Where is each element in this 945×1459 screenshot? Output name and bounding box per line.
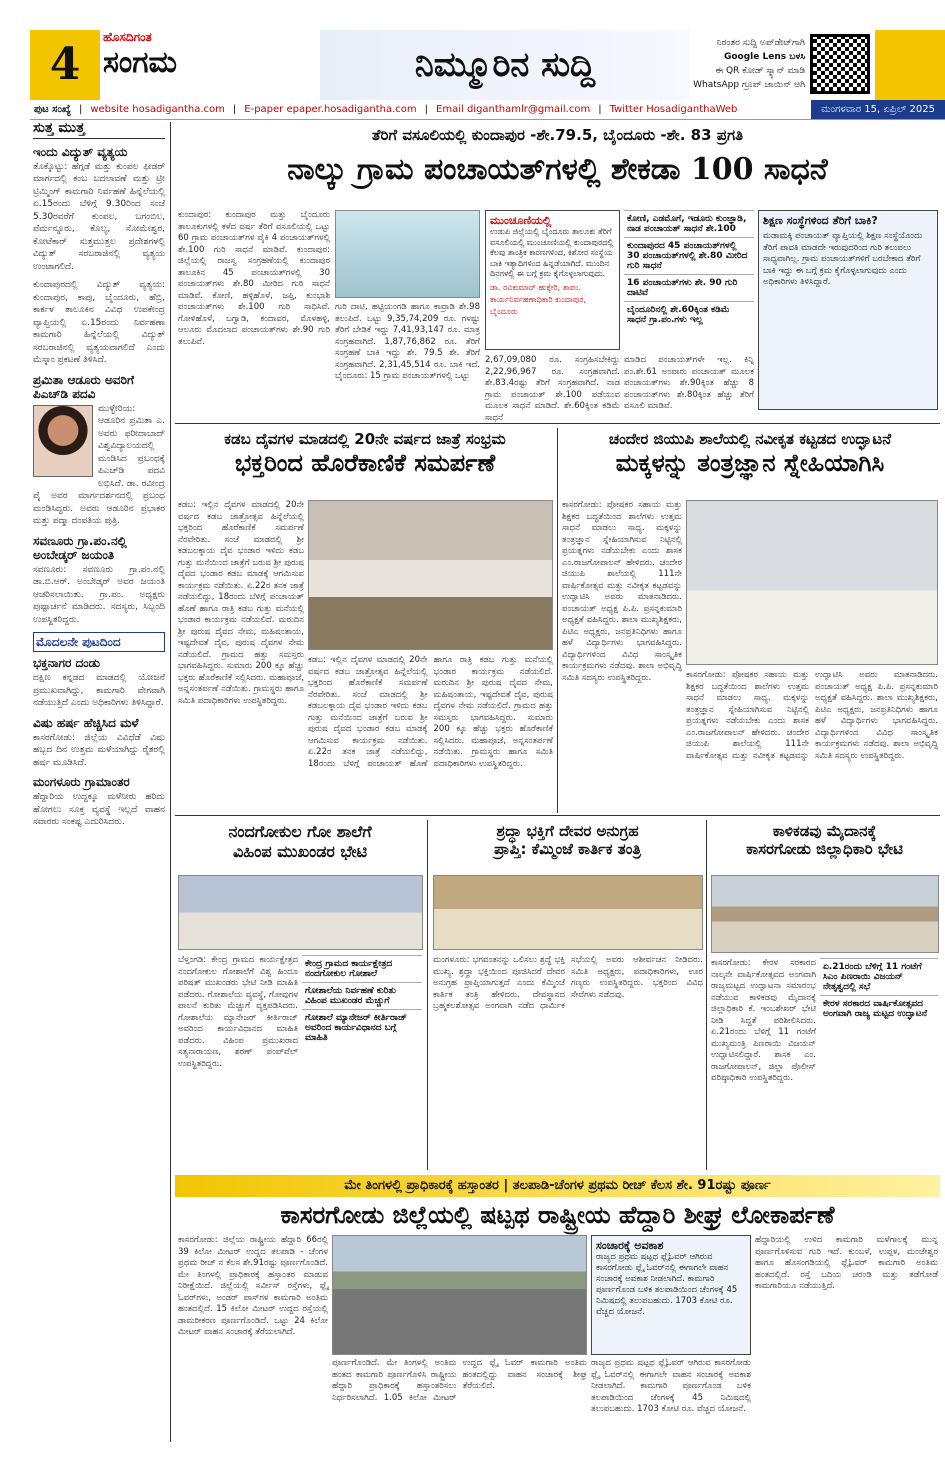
mukhya-signature: ಡಾ. ರವಿಕುಮಾರ್ ಹುಕ್ಕೇರಿ, ತಾಪಂ. ಕಾರ್ಯನಿರ್ವಹಣಾಧಿಕಾರಿ ಕುಂದಾಪುರ, ಬೈಂದೂರು — [490, 282, 587, 316]
top-story-head — [175, 126, 940, 187]
point-item: ಕೇರಳ ಸರಕಾರದ ವಾರ್ಷಿಕೋತ್ಸವದ ಅಂಗವಾಗಿ ರಾಜ್ಯ ಮಟ್ಟದ ಉದ್ಘಾಟನೆ — [820, 995, 938, 1022]
top-kicker: ತೆರಿಗೆ ವಸೂಲಿಯಲ್ಲಿ ಕುಂದಾಪುರ -ಶೇ.79.5, ಬೈಂದೂರು -ಶೇ. 83 ಪ್ರಗತಿ — [371, 126, 744, 144]
tantri-headline-1: ಶ್ರದ್ಧಾ ಭಕ್ತಿಗೆ ದೇವರ ಅನುಗ್ರಹ — [496, 822, 639, 840]
qr-text-line: ನಿರಂತರ ಸುದ್ದಿ ಅಪ್‌ಡೇಟ್‌ಗಾಗಿ — [716, 38, 805, 48]
stat-item: ಕೋಣಿ, ಎಡಮೊಗೆ, ಇಡೂರು ಕುಂಜ್ಞಾಡಿ, ನಾಡ ಪಂಚಾಯತ್ ಸಾಧನೆ ಶೇ.100 — [624, 210, 754, 237]
tax-photo — [335, 210, 480, 298]
epaper-link[interactable]: E-paper epaper.hosadigantha.com — [244, 104, 417, 115]
kalikadavu-headline-1: ಕಾಳಿಕಡವು ಮೈದಾನಕ್ಕೆ — [772, 822, 877, 840]
portrait-photo — [33, 405, 93, 477]
article-heading: ವಿಷು ಹರ್ಷ ಹೆಚ್ಚಿಸಿದ ಮಳೆ — [33, 715, 139, 730]
issue-date: ಮಂಗಳವಾರ 15, ಏಪ್ರಿಲ್ 2025 — [811, 100, 945, 119]
top-body-col1: ಕುಂದಾಪುರ: ಕುಂದಾಪುರ ಮತ್ತು ಬೈಂದೂರು ತಾಲೂಕುಗಳಲ್ಲಿ ಕಳೆದ ವರ್ಷ ತೆರಿಗೆ ವಸೂಲಿಯಲ್ಲಿ ಒಟ್ಟು 60 ಗ್ರಾಮ ಪಂಚಾಯತ್‌ಗಳ ಪೈಕಿ 4 ಪಂಚಾಯತ್‌ಗಳಲ್ಲಿ ಶೇ.100 ಗುರಿ ಸಾಧನೆ ಮಾಡಿವೆ. ಕುಂದಾಪುರ: ಜಿಲ್ಲೆಯಲ್ಲಿ ರಾಜಸ್ವ ಸಂಗ್ರಹಣೆಯಲ್ಲಿ ಕುಂದಾಪುರ ತಾಲೂಕಿನ 45 ಪಂಚಾಯತ್‌ಗಳಲ್ಲಿ 30 ಪಂಚಾಯತ್‌ಗಳು ಶೇ.80 ಮೀರಿದ ಗುರಿ ಸಾಧನೆ ಮಾಡಿವೆ. ಕೋಣಿ, ಹಳ್ಳಿಹೊಳೆ, ಜಪ್ತಿ, ಕುಂಭಾಶಿ ಪಂಚಾಯತ್‌ಗಳು ಶೇ.100 ಗುರಿ ಸಾಧಿಸಿವೆ. ಗೋಳಿಹೊಳೆ, ಬಗ್ವಾಡಿ, ಕಂದಾವರ, ಮೊಳಹಳ್ಳಿ, ಆಲೂರು ಮೊದಲಾದ ಪಂಚಾಯತ್‌ಗಳು ಶೇ.90 ಗುರಿ ತಲುಪಿವೆ. — [178, 210, 330, 347]
column-divider — [170, 122, 171, 1442]
article-body: ಕಾಸರಗೋಡು: ಜಿಲ್ಲೆಯ ವಿವಿಧೆಡೆ ವಿಷು ಹಬ್ಬದ ದಿನ ಉತ್ತಮ ಮಳೆಯಾಗಿದ್ದು ರೈತರಲ್ಲಿ ಹರ್ಷ ಮೂಡಿಸಿದೆ. — [33, 732, 165, 768]
page-label: ಪುಟ ಸಂಖ್ಯೆ — [34, 104, 71, 115]
qr-text-line: WhatsApp ಗ್ರೂಪ್ ಜಾಯಿನ್ ಆಗಿ — [693, 80, 805, 90]
mukhya-title: ಮುಂಚೂಣಿಯಲ್ಲಿ — [490, 214, 552, 227]
kalikadavu-body: ಕಾಸರಗೋಡು: ಕೇರಳ ಸರಕಾರದ ನಾಲ್ಕನೇ ವಾರ್ಷಿಕೋತ್ಸವದ ಅಂಗವಾಗಿ ರಾಜ್ಯಮಟ್ಟದ ಉದ್ಘಾಟನಾ ಸಮಾರಂಭ ನಡೆಯುವ ಕಾಳಿಕಡವು ಮೈದಾನಕ್ಕೆ ಜಿಲ್ಲಾಧಿಕಾರಿ ಕೆ. ಇಂಬಶೇಖರ್ ಭೇಟಿ ನೀಡಿ ಸಿದ್ಧತೆ ಪರಿಶೀಲಿಸಿದರು. ಏ.21ರಂದು ಬೆಳಿಗ್ಗೆ 11 ಗಂಟೆಗೆ ಮುಖ್ಯಮಂತ್ರಿ ಪಿಣರಾಯಿ ವಿಜಯನ್ ಉದ್ಘಾಟಿಸಲಿದ್ದಾರೆ. ಶಾಸಕ ಎಂ. ರಾಜಗೋಪಾಲನ್, ಜಿಲ್ಲಾ ಪೊಲೀಸ್ ವರಿಷ್ಠಾಧಿಕಾರಿ ಉಪಸ್ಥಿತರಿದ್ದರು. — [711, 958, 816, 1083]
bottom-kicker: ಮೇ ತಿಂಗಳಲ್ಲಿ ಪ್ರಾಧಿಕಾರಕ್ಕೆ ಹಸ್ತಾಂತರ | ತಲಪಾಡಿ-ಚೆಂಗಳ ಪ್ರಥಮ ರೀಚ್ ಕೆಲಸ ಶೇ. 91ರಷ್ಟು ಪೂರ್ಣ — [175, 1175, 940, 1197]
article-body: ಕುಂದಾಪುರದಲ್ಲಿ ವಿದ್ಯುತ್ ವ್ಯತ್ಯಯ: ಕುಂದಾಪುರ, ಕಾಪು, ಬೈಂದೂರು, ಹೆಬ್ರಿ, ಕಾರ್ಕಳ ತಾಲೂಕಿನ ವಿವಿಧ ಉಪಕೇಂದ್ರ ವ್ಯಾಪ್ತಿಯಲ್ಲಿ ಏ.15ರಂದು ನಿರ್ವಹಣಾ ಕಾಮಗಾರಿ ಹಿನ್ನೆಲೆಯಲ್ಲಿ ವಿದ್ಯುತ್ ಸರಬರಾಜಿನಲ್ಲಿ ವ್ಯತ್ಯಯವಾಗಲಿದೆ ಎಂದು ಮೆಸ್ಕಾಂ ಪ್ರಕಟಣೆ ತಿಳಿಸಿದೆ. — [33, 280, 165, 365]
traffic-box — [591, 1235, 751, 1355]
stats-list — [624, 210, 754, 350]
school-photo — [686, 500, 938, 665]
suttha-muttha-logo: ಸುತ್ತ ಮುತ್ತ — [33, 122, 165, 139]
point-item: ಗೋಶಾಲೆಯ ನಿರ್ವಹಣೆ ಕುರಿತು ವಿಹಿಂಪ ಮುಖಂಡರ ಮೆಚ್ಚುಗೆ — [302, 982, 422, 1009]
mukhya-box — [485, 210, 620, 350]
article-body: ದಕ್ಷಿಣ ಕನ್ನಡದ ಮಾಡದಲ್ಲಿ ಯೋಜನೆ ಪ್ರಮುಖವಾಗಿದ್ದು, ಕಾಮಗಾರಿ ವೇಗವಾಗಿ ನಡೆಯುತ್ತಿದೆ ಎಂದು ಅಧಿಕಾರಿಗಳು ತಿಳಿಸಿದ್ದಾರೆ. — [33, 673, 165, 708]
top-body-col2: ಗುರಿ ದಾಟಿ, ಹಟ್ಟಿಯಂಗಡಿ ಹಾಗೂ ಕಾವ್ರಾಡಿ ಶೇ.98 ತಲುಪಿದೆ. ಒಟ್ಟು 9,35,74,209 ರೂ. ಗಳಷ್ಟು ತೆರಿಗೆ ಬೇಡಿಕೆ ಇದ್ದು 7,41,93,147 ರೂ. ಮಾತ್ರ ಸಂಗ್ರಹವಾಗಿದೆ. 1,87,76,862 ರೂ. ತೆರಿಗೆ ಸಂಗ್ರಹಣೆ ಬಾಕಿ ಇದ್ದು ಶೇ. 79.5 ಶೇ. ತೆರಿಗೆ ಸಂಗ್ರಹವಾಗಿದೆ. 2,31,45,514 ರೂ. ಬಾಕಿ ಇದೆ. ಬೈಂದೂರು: 15 ಗ್ರಾಮ ಪಂಚಾಯತ್‌ಗಳಲ್ಲಿ ಒಟ್ಟು — [335, 302, 480, 381]
tantri-body: ಮಂಗಳೂರು: ಭಗವಂತನನ್ನು ಒಲಿಸಲು ಶ್ರದ್ಧೆ ಭಕ್ತಿ ಮುಖ್ಯ. ಶ್ರದ್ಧಾ ಭಕ್ತಿಯಿಂದ ಪೂಜಿಸಿದರೆ ದೇವರ ಅನುಗ್ರಹ ಪ್ರಾಪ್ತಿಯಾಗುತ್ತದೆ ಎಂದು ಕೆಮ್ಮಿಂಜೆ ಕಾರ್ತಿಕ ತಂತ್ರಿ ಹೇಳಿದರು. ದೇವಸ್ಥಾನದ ಬ್ರಹ್ಮಕಲಶೋತ್ಸವ ಅಂಗವಾಗಿ ನಡೆದ ಧಾರ್ಮಿಕ ಸಭೆಯಲ್ಲಿ ಅವರು ಆಶೀರ್ವಚನ ನೀಡಿದರು. ಸಮಿತಿ ಅಧ್ಯಕ್ಷರು, ಪದಾಧಿಕಾರಿಗಳು, ಊರ ಗಣ್ಯರು ಉಪಸ್ಥಿತರಿದ್ದರು. ಭಕ್ತರಿಂದ ವಿವಿಧ ಸೇವೆಗಳು ನಡೆದವು. — [433, 955, 703, 1011]
qr-text-line: Google Lens ಬಳಸಿ — [723, 52, 805, 62]
bottom-body-col1: ಕಾಸರಗೋಡು: ಜಿಲ್ಲೆಯ ರಾಷ್ಟ್ರೀಯ ಹೆದ್ದಾರಿ 66ರಲ್ಲಿ 39 ಕಿಲೋ ಮೀಟರ್ ಉದ್ದದ ತಲಪಾಡಿ - ಚೆಂಗಳ ಪ್ರಥಮ ರೀಚ್ ನ ಕೆಲಸ ಶೇ.91ರಷ್ಟು ಪೂರ್ಣಗೊಂಡಿದೆ. ಮೇ ತಿಂಗಳಲ್ಲಿ ಪ್ರಾಧಿಕಾರಕ್ಕೆ ಹಸ್ತಾಂತರ ಮಾಡುವ ನಿರೀಕ್ಷೆಯಿದೆ. ಜಿಲ್ಲೆಯಲ್ಲಿ ಸರ್ವೀಸ್ ರಸ್ತೆಗಳು, ಫ್ಲೈ ಓವರ್‌ಗಳು, ಅಂಡರ್ ಪಾಸ್‌ಗಳ ಕಾಮಗಾರಿ ಅಂತಿಮ ಹಂತದಲ್ಲಿದೆ. 15 ಕಿಲೋ ಮೀಟರ್ ಉದ್ದದ ರಸ್ತೆಯಲ್ಲಿ ಡಾಮರೀಕರಣ ಪೂರ್ಣಗೊಂಡಿದೆ. ಒಟ್ಟು 24 ಕಿಲೋ ಮೀಟರ್ ವಾಹನ ಸಂಚಾರಕ್ಕೆ ತೆರೆಯಲಾಗಿದೆ. — [178, 1235, 328, 1337]
article-heading: ಭಕ್ತನಾಗರ ದಂಡು — [33, 656, 101, 670]
qr-instructions — [690, 36, 805, 92]
mid-left-headline: ಭಕ್ತರಿಂದ ಹೊರೆಕಾಣಿಕೆ ಸಮರ್ಪಣೆ — [234, 448, 496, 477]
kalikadavu-headline-2: ಕಾಸರಗೋಡು ಜಿಲ್ಲಾಧಿಕಾರಿ ಭೇಟಿ — [746, 840, 903, 858]
traffic-box-title: ಸಂಚಾರಕ್ಕೆ ಅವಕಾಶ — [596, 1239, 664, 1252]
mid-right-headline: ಮಕ್ಕಳನ್ನು ತಂತ್ರಜ್ಞಾನ ಸ್ನೇಹಿಯಾಗಿಸಿ — [615, 448, 885, 477]
point-item: ಕೇಂದ್ರ ಗ್ರಾಮದ ಕಾರ್ಯಕ್ಷೇತ್ರದ ನಂದಗೋಕುಲ ಗೋಶಾಲೆ — [302, 955, 422, 982]
column-divider — [557, 428, 558, 813]
left-column — [30, 122, 168, 1442]
point-item: ಏ.21ರಂದು ಬೆಳಿಗ್ಗೆ 11 ಗಂಟೆಗೆ ಸಿಎಂ ಪಿಣರಾಯಿ ವಿಜಯನ್ ನೇತೃತ್ವದಲ್ಲಿ ಸಭೆ — [820, 958, 938, 995]
email-link[interactable]: Email diganthamlr@gmail.com — [436, 104, 591, 115]
qr-code-icon[interactable] — [810, 34, 870, 94]
highway-photo — [332, 1235, 587, 1355]
masthead-accent — [875, 30, 945, 100]
article-body: ತೊಕ್ಕೊಟ್ಟು: ಹೆಗ್ಗಡೆ ಮತ್ತು ಕುಂಪಲ ಫೀಡರ್ ಮಾರ್ಗದಲ್ಲಿ ಕಂಬ ಬದಲಾವಣೆ ಮತ್ತು ಟ್ರೀ ಟ್ರಿಮ್ಮಿಂಗ್ ಕಾಮಗಾರಿ ನಿರ್ವಹಣೆ ಹಿನ್ನೆಲೆಯಲ್ಲಿ ಏ.15ರಂದು ಬೆಳಿಗ್ಗೆ 9.30ರಿಂದ ಸಂಜೆ 5.30ರವರೆಗೆ ಕುಂಪಲ, ಬಗಂಬಿಲ, ಪೆರ್ಮನ್ನೂರು, ಕೊಲ್ಯ, ಸೋಮೇಶ್ವರ, ಕೋಟೆಕಾರ್ ಸುತ್ತಮುತ್ತಲ ಪ್ರದೇಶಗಳಲ್ಲಿ ವಿದ್ಯುತ್ ಸರಬರಾಜಿನಲ್ಲಿ ವ್ಯತ್ಯಯ ಉಂಟಾಗಲಿದೆ. — [33, 161, 165, 272]
brand-block — [103, 30, 318, 100]
first-page-label: ಮೊದಲನೇ ಪುಟದಿಂದ — [33, 632, 165, 652]
bottom-body-col4: ಹೆದ್ದಾರಿಯಲ್ಲಿ ಉಳಿದ ಕಾಮಗಾರಿ ಮಳೆಗಾಲಕ್ಕೆ ಮುನ್ನ ಪೂರ್ಣಗೊಳಿಸುವ ಗುರಿ ಇದೆ. ಕುಂಬಳೆ, ಉಪ್ಪಳ, ಮಂಜೇಶ್ವರ ಹಾಗೂ ಹೊಸಂಗಡಿಯಲ್ಲಿ ಫ್ಲೈಓವರ್ ಕಾಮಗಾರಿ ಅಂತಿಮ ಹಂತದಲ್ಲಿದೆ. ರಸ್ತೆ ಬದಿಯ ಚರಂಡಿ ಮತ್ತು ತಡೆಗೋಡೆ ಕಾಮಗಾರಿಯೂ ನಡೆಯುತ್ತಿದೆ. — [755, 1235, 938, 1291]
bottom-headline: ಕಾಸರಗೋಡು ಜಿಲ್ಲೆಯಲ್ಲಿ ಷಟ್ಪಥ ರಾಷ್ಟ್ರೀಯ ಹೆದ್ದಾರಿ ಶೀಘ್ರ ಲೋಕಾರ್ಪಣೆ — [280, 1200, 835, 1229]
gaushala-body: ಬೆಳ್ತಂಗಡಿ: ಕೇಂದ್ರ ಗ್ರಾಮದ ಕಾರ್ಯಕ್ಷೇತ್ರದ ನಂದಗೋಕುಲ ಗೋಶಾಲೆಗೆ ವಿಶ್ವ ಹಿಂದೂ ಪರಿಷತ್ ಮುಖಂಡರು ಭೇಟಿ ನೀಡಿ ಮಾಹಿತಿ ಪಡೆದರು. ಗೋಶಾಲೆಯ ವ್ಯವಸ್ಥೆ, ಗೋವುಗಳ ಪಾಲನೆ ಕುರಿತು ಮೆಚ್ಚುಗೆ ವ್ಯಕ್ತಪಡಿಸಿದರು. ಗೋಶಾಲೆಯ ಮ್ಯಾನೇಜರ್ ಕೀರ್ತಿರಾಜ್ ಅವರಿಂದ ಕಾರ್ಯವಿಧಾನದ ಮಾಹಿತಿ ಪಡೆದರು. ವಿಹಿಂಪ ಪ್ರಮುಖರಾದ ಸತ್ಯನಾರಾಯಣ, ಶರಣ್ ಪಂಪ್‌ವೆಲ್ ಉಪಸ್ಥಿತರಿದ್ದರು. — [178, 955, 298, 1069]
kalikadavu-points — [820, 958, 938, 1068]
tantri-head — [430, 822, 705, 858]
section-divider — [175, 815, 940, 816]
mid-left-body: ಕಡಬ: ಇಲ್ಲಿನ ದೈವಗಳ ಮಾಡದಲ್ಲಿ 20ನೇ ವರ್ಷದ ಕಡಬ ಜಾತ್ರೋತ್ಸವ ಹಿನ್ನೆಲೆಯಲ್ಲಿ ಭಕ್ತರಿಂದ ಹೊರೆಕಾಣಿಕೆ ಸಮರ್ಪಣೆ ನೆರವೇರಿತು. ಸಂಜೆ ಮಾಡದಲ್ಲಿ ಶ್ರೀ ಕಡಬಲಕ್ಕಾಯ ದೈವ ಭಂಡಾರ ಇಳಿದು ಕಡಬ ಗುತ್ತು ಮನೆಯಿಂದ ಜಾತ್ರೆಗೆ ಬರುವ ಶ್ರೀ ಪುರುಷ ದೈವದ ಭಂಡಾರ ಕಡಬ ಮಾಡಕ್ಕೆ ಆಗಮಿಸುವ ಕಾರ್ಯಕ್ರಮ ನಡೆಯಿತು. ಏ.22ರ ತನಕ ಜಾತ್ರೆ ನಡೆಯಲಿದ್ದು, 18ರಂದು ಬೆಳಿಗ್ಗೆ ಪಂಚಾಯತ್ ಹೊಣೆ ಹಾಗೂ ರಾತ್ರಿ ಕಡಬ ಗುತ್ತು ಮನೆಯಲ್ಲಿ ಭಂಡಾರ ಕಾರ್ಯಕ್ರಮ ನಡೆಯಲಿದೆ. ಮರುದಿನ ಶ್ರೀ ಪುರುಷ ದೈವದ ನೇಮ, ಮಹಿಷಂತಾಯ, ಇಷ್ಟದೇವತೆ ದೈವ, ಪುರುಷ ದೈವಗಳ ನೇಮ ನಡೆಯಲಿದೆ. ಗ್ರಾಮದ ಹತ್ತು ಸಮಸ್ತರು ಭಾಗವಹಿಸಿದ್ದರು. ಸುಮಾರು 200 ಕ್ಕೂ ಹೆಚ್ಚು ಭಕ್ತರು ಹೊರೆಕಾಣಿಕೆ ಸಲ್ಲಿಸಿದರು. ಮಹಾಪೂಜೆ, ಅನ್ನಸಂತರ್ಪಣೆ ನಡೆಯಿತು. ಗ್ರಾಮಸ್ಥರು ಹಾಗೂ ಸಮಿತಿ ಪದಾಧಿಕಾರಿಗಳು ಉಪಸ್ಥಿತರಿದ್ದರು. — [178, 500, 304, 706]
section-title: ನಿಮ್ಮೂರಿನ ಸುದ್ದಿ — [320, 30, 690, 100]
top-headline: ನಾಲ್ಕು ಗ್ರಾಮ ಪಂಚಾಯತ್‌ಗಳಲ್ಲಿ ಶೇಕಡಾ 100 ಸಾಧನೆ — [287, 152, 828, 187]
mid-right-head — [560, 430, 940, 477]
side-title: ಶಿಕ್ಷಣ ಸಂಸ್ಥೆಗಳಿಂದ ತೆರಿಗೆ ಬಾಕಿ? — [763, 214, 878, 227]
side-text: ಮಡಾಮಕ್ಕಿ ಪಂಚಾಯತ್ ವ್ಯಾಪ್ತಿಯಲ್ಲಿ ಶಿಕ್ಷಣ ಸಂಸ್ಥೆಯೊಂದು ತೆರಿಗೆ ಪಾವತಿ ಮಾಡದೇ ಇರುವುದರಿಂದ ಗುರಿ ತಲುಪಲು ಸಾಧ್ಯವಾಗಿಲ್ಲ. ಗ್ರಾಮ ಪಂಚಾಯತ್‌ಗಳಿಗೆ ಬರಬೇಕಾದ ತೆರಿಗೆ ಬಾಕಿ ಇದ್ದು ಈ ಬಗ್ಗೆ ಕ್ರಮ ಕೈಗೊಳ್ಳಲಾಗುವುದು ಎಂದು ಅಧಿಕಾರಿಗಳು ತಿಳಿಸಿದ್ದಾರೆ. — [763, 231, 923, 287]
kalikadavu-photo — [711, 875, 939, 953]
mid-left-head — [175, 430, 555, 477]
tantri-photo — [433, 875, 703, 950]
mid-right-body-continued: ಕಾಸರಗೋಡು: ಪೋಷಕರ ಸಹಾಯ ಮತ್ತು ಶಿಕ್ಷಕರ ಬದ್ಧತೆಯಿಂದ ಶಾಲೆಗಳು ಉತ್ತಮ ಸಾಧನೆ ಮಾಡಲು ಸಾಧ್ಯ. ಮಕ್ಕಳನ್ನು ತಂತ್ರಜ್ಞಾನ ಸ್ನೇಹಿಯಾಗಿಸುವ ನಿಟ್ಟಿನಲ್ಲಿ ಪ್ರಯತ್ನಗಳು ನಡೆಯಬೇಕು ಎಂದು ಶಾಸಕ ಎಂ.ರಾಜಗೋಪಾಲನ್ ಹೇಳಿದರು. ಚಂದೇರ ಜಿಯುಪಿ ಶಾಲೆಯಲ್ಲಿ 111ನೇ ವಾರ್ಷಿಕೋತ್ಸವ ಮತ್ತು ನವೀಕೃತ ಕಟ್ಟಡವನ್ನು ಉದ್ಘಾಟಿಸಿ ಅವರು ಮಾತನಾಡಿದರು. ಪಂಚಾಯತ್ ಅಧ್ಯಕ್ಷ ಪಿ.ಪಿ. ಪ್ರಸನ್ನಕುಮಾರಿ ಅಧ್ಯಕ್ಷತೆ ವಹಿಸಿದ್ದರು. ಶಾಲಾ ಮುಖ್ಯಶಿಕ್ಷಕರು, ಪಿಟಿಎ ಅಧ್ಯಕ್ಷರು, ಜನಪ್ರತಿನಿಧಿಗಳು ಹಾಗೂ ಹಳೆ ವಿದ್ಯಾರ್ಥಿಗಳು ಭಾಗವಹಿಸಿದ್ದರು. ವಿದ್ಯಾರ್ಥಿಗಳಿಂದ ವಿವಿಧ ಸಾಂಸ್ಕೃತಿಕ ಕಾರ್ಯಕ್ರಮಗಳು ನಡೆದವು. ಶಾಲಾ ಅಭಿವೃದ್ಧಿ ಸಮಿತಿ ಸದಸ್ಯರು ಉಪಸ್ಥಿತರಿದ್ದರು. — [686, 670, 938, 761]
top-body-col3: 2,67,09,080 ರೂ. ಸಂಗ್ರಹಿಸಬೇಕಿದ್ದು 2,22,96,967 ರೂ. ಸಂಗ್ರಹವಾಗಿದೆ. ಶೇ.83.4ರಷ್ಟು ತೆರಿಗೆ ಸಂಗ್ರಹವಾಗಿದೆ. ನಾಡ ಗ್ರಾಮ ಪಂಚಾಯತ್ ಶೇ.100 ಪಡೆಯುವ ಮೂಲಕ ಸಾಧನೆ ಮಾಡಿದೆ. ಶೇ.60ಕ್ಕಿಂತ ಕಡಿಮೆ ಸಾಧನೆ — [485, 355, 620, 423]
mid-right-kicker: ಚಂದೇರ ಜಿಯುಪಿ ಶಾಲೆಯಲ್ಲಿ ನವೀಕೃತ ಕಟ್ಟಡದ ಉದ್ಘಾಟನೆ — [608, 430, 892, 448]
gaushala-headline-2: ವಿಹಿಂಪ ಮುಖಂಡರ ಭೇಟಿ — [232, 842, 368, 861]
column-divider — [706, 820, 707, 1170]
page-number: 4 — [30, 30, 100, 100]
brand-title: ಸಂಗಮ — [103, 45, 177, 80]
point-item: ಗೋಶಾಲೆ ಮ್ಯಾನೇಜರ್ ಕೀರ್ತಿರಾಜ್ ಅವರಿಂದ ಕಾರ್ಯವಿಧಾನದ ಬಗ್ಗೆ ಮಾಹಿತಿ — [302, 1009, 422, 1046]
mid-left-body-continued: ಕಡಬ: ಇಲ್ಲಿನ ದೈವಗಳ ಮಾಡದಲ್ಲಿ 20ನೇ ವರ್ಷದ ಕಡಬ ಜಾತ್ರೋತ್ಸವ ಹಿನ್ನೆಲೆಯಲ್ಲಿ ಭಕ್ತರಿಂದ ಹೊರೆಕಾಣಿಕೆ ಸಮರ್ಪಣೆ ನೆರವೇರಿತು. ಸಂಜೆ ಮಾಡದಲ್ಲಿ ಶ್ರೀ ಕಡಬಲಕ್ಕಾಯ ದೈವ ಭಂಡಾರ ಇಳಿದು ಕಡಬ ಗುತ್ತು ಮನೆಯಿಂದ ಜಾತ್ರೆಗೆ ಬರುವ ಶ್ರೀ ಪುರುಷ ದೈವದ ಭಂಡಾರ ಕಡಬ ಮಾಡಕ್ಕೆ ಆಗಮಿಸುವ ಕಾರ್ಯಕ್ರಮ ನಡೆಯಿತು. ಏ.22ರ ತನಕ ಜಾತ್ರೆ ನಡೆಯಲಿದ್ದು, 18ರಂದು ಬೆಳಿಗ್ಗೆ ಪಂಚಾಯತ್ ಹೊಣೆ ಹಾಗೂ ರಾತ್ರಿ ಕಡಬ ಗುತ್ತು ಮನೆಯಲ್ಲಿ ಭಂಡಾರ ಕಾರ್ಯಕ್ರಮ ನಡೆಯಲಿದೆ. ಮರುದಿನ ಶ್ರೀ ಪುರುಷ ದೈವದ ನೇಮ, ಮಹಿಷಂತಾಯ, ಇಷ್ಟದೇವತೆ ದೈವ, ಪುರುಷ ದೈವಗಳ ನೇಮ ನಡೆಯಲಿದೆ. ಗ್ರಾಮದ ಹತ್ತು ಸಮಸ್ತರು ಭಾಗವಹಿಸಿದ್ದರು. ಸುಮಾರು 200 ಕ್ಕೂ ಹೆಚ್ಚು ಭಕ್ತರು ಹೊರೆಕಾಣಿಕೆ ಸಲ್ಲಿಸಿದರು. ಮಹಾಪೂಜೆ, ಅನ್ನಸಂತರ್ಪಣೆ ನಡೆಯಿತು. ಗ್ರಾಮಸ್ಥರು ಹಾಗೂ ಸಮಿತಿ ಪದಾಧಿಕಾರಿಗಳು ಉಪಸ್ಥಿತರಿದ್ದರು. — [308, 655, 553, 769]
qr-text-line: ಈ QR ಕೋಡ್ ಸ್ಕ್ಯಾನ್ ಮಾಡಿ — [715, 66, 805, 76]
bottom-body-col2: ಪೂರ್ಣಗೊಂಡಿದೆ. ಮೇ ತಿಂಗಳಲ್ಲಿ ಅಂತಿಮ ಹಂತದ ಕಾಮಗಾರಿ ಪೂರ್ಣಗೊಳಿಸಿ ರಾಷ್ಟ್ರೀಯ ಹೆದ್ದಾರಿ ಪ್ರಾಧಿಕಾರಕ್ಕೆ ಹಸ್ತಾಂತರಿಸಲು ನಿರ್ಧರಿಸಲಾಗಿದೆ. 1.05 ಕಿಲೋ ಮೀಟರ್ ಉದ್ದದ ಫ್ಲೈ ಓವರ್ ಕಾಮಗಾರಿ ಅಂತಿಮ ಹಂತದಲ್ಲಿದ್ದು ವಾಹನ ಸಂಚಾರಕ್ಕೆ ಶೀಘ್ರ ತೆರೆಯಲಿದೆ. — [332, 1358, 587, 1403]
article-body: ಮುಳ್ಳೇರಿಯ: ಆಡೂರಿನ ಪ್ರಮಿತಾ ಎ. ಅವರು ಫರೀದಾಬಾದ್ ವಿಶ್ವವಿದ್ಯಾಲಯದಲ್ಲಿ ಮಂಡಿಸಿದ ಪ್ರಬಂಧಕ್ಕೆ ಪಿಎಚ್‌ಡಿ ಪದವಿ ಲಭಿಸಿದೆ. ಡಾ. ರವೀಂದ್ರ ಪೈ ಅವರ ಮಾರ್ಗದರ್ಶನದಲ್ಲಿ ಪ್ರಬಂಧ ಮಂಡಿಸಿದ್ದರು. ಅವರು ಆಡೂರಿನ ಪ್ರಭಾಕರ ಮತ್ತು ಪದ್ಮಾ ದಂಪತಿಯ ಪುತ್ರಿ. — [33, 403, 165, 526]
stat-item: 16 ಪಂಚಾಯತ್‌ಗಳು ಶೇ. 90 ಗುರಿ ದಾಟಿವೆ — [624, 274, 754, 301]
gaushala-headline-1: ನಂದಗೋಕುಲ ಗೋ ಶಾಲೆಗೆ — [228, 822, 372, 841]
article-heading: ಪ್ರಮಿತಾ ಆಡೂರು ಅವರಿಗೆ ಪಿಎಚ್‌ಡಿ ಪದವಿ — [33, 372, 134, 401]
bottom-body-col3: ರಾಜ್ಯದ ಪ್ರಥಮ ಷಟ್ಪಥ ಫ್ಲೈಓವರ್ ಆಗಿರುವ ಕಾಸರಗೋಡು ಫ್ಲೈ ಓವರ್‌ನಲ್ಲಿ ಈಗಾಗಲೇ ವಾಹನ ಸಂಚಾರಕ್ಕೆ ಅವಕಾಶ ನೀಡಲಾಗಿದೆ. ಕಾಮಗಾರಿ ಪೂರ್ಣಗೊಂಡ ಬಳಿಕ ತಲಪಾಡಿಯಿಂದ ಚೆಂಗಳಕ್ಕೆ 45 ನಿಮಿಷದಲ್ಲಿ ತಲುಪಬಹುದು. 1703 ಕೋಟಿ ರೂ. ವೆಚ್ಚದ ಯೋಜನೆ. — [591, 1358, 751, 1414]
mid-right-body: ಕಾಸರಗೋಡು: ಪೋಷಕರ ಸಹಾಯ ಮತ್ತು ಶಿಕ್ಷಕರ ಬದ್ಧತೆಯಿಂದ ಶಾಲೆಗಳು ಉತ್ತಮ ಸಾಧನೆ ಮಾಡಲು ಸಾಧ್ಯ. ಮಕ್ಕಳನ್ನು ತಂತ್ರಜ್ಞಾನ ಸ್ನೇಹಿಯಾಗಿಸುವ ನಿಟ್ಟಿನಲ್ಲಿ ಪ್ರಯತ್ನಗಳು ನಡೆಯಬೇಕು ಎಂದು ಶಾಸಕ ಎಂ.ರಾಜಗೋಪಾಲನ್ ಹೇಳಿದರು. ಚಂದೇರ ಜಿಯುಪಿ ಶಾಲೆಯಲ್ಲಿ 111ನೇ ವಾರ್ಷಿಕೋತ್ಸವ ಮತ್ತು ನವೀಕೃತ ಕಟ್ಟಡವನ್ನು ಉದ್ಘಾಟಿಸಿ ಅವರು ಮಾತನಾಡಿದರು. ಪಂಚಾಯತ್ ಅಧ್ಯಕ್ಷ ಪಿ.ಪಿ. ಪ್ರಸನ್ನಕುಮಾರಿ ಅಧ್ಯಕ್ಷತೆ ವಹಿಸಿದ್ದರು. ಶಾಲಾ ಮುಖ್ಯಶಿಕ್ಷಕರು, ಪಿಟಿಎ ಅಧ್ಯಕ್ಷರು, ಜನಪ್ರತಿನಿಧಿಗಳು ಹಾಗೂ ಹಳೆ ವಿದ್ಯಾರ್ಥಿಗಳು ಭಾಗವಹಿಸಿದ್ದರು. ವಿದ್ಯಾರ್ಥಿಗಳಿಂದ ವಿವಿಧ ಸಾಂಸ್ಕೃತಿಕ ಕಾರ್ಯಕ್ರಮಗಳು ನಡೆದವು. ಶಾಲಾ ಅಭಿವೃದ್ಧಿ ಸಮಿತಿ ಸದಸ್ಯರು ಉಪಸ್ಥಿತರಿದ್ದರು. — [562, 500, 682, 683]
side-box — [758, 210, 938, 410]
gaushala-photo — [178, 875, 423, 950]
gaushala-points — [302, 955, 422, 1075]
article-body: ಹೆದ್ದಾರಿಯ ಉದ್ದಕ್ಕೂ ಮಳೆನೀರು ಹರಿದು ಹೋಗಲು ಸೂಕ್ತ ವ್ಯವಸ್ಥೆ ಇಲ್ಲದೆ ವಾಹನ ಸವಾರರು ಸಂಕಷ್ಟ ಎದುರಿಸಿದರು. — [33, 792, 165, 827]
article-heading: ಮಂಗಳೂರು ಗ್ರಾಮಾಂತರ — [33, 775, 130, 789]
mid-left-kicker: ಕಡಬ ದೈವಗಳ ಮಾಡದಲ್ಲಿ 20ನೇ ವರ್ಷದ ಜಾತ್ರೆ ಸಂಭ್ರಮ — [224, 430, 506, 448]
twitter-link[interactable]: Twitter HosadiganthaWeb — [609, 104, 738, 115]
section-divider — [175, 423, 940, 424]
stat-item: ಬೈಂದೂರಿನಲ್ಲಿ ಶೇ.60ಕ್ಕಿಂತ ಕಡಿಮೆ ಸಾಧನೆ ಗ್ರಾ.ಪಂ.ಗಳು ಇಲ್ಲ — [624, 301, 754, 328]
mukhya-text: ಉಡುಪಿ ಜಿಲ್ಲೆಯಲ್ಲಿ ಬೈಂದೂರು ತಾಲೂಕು ತೆರಿಗೆ ವಸೂಲಿಯಲ್ಲಿ ಮುಂಚೂಣಿಯಲ್ಲಿ ಕುಂದಾಪುರದಲ್ಲಿ ಕೆಲವು ತಾಂತ್ರಿಕ ಕಾರಣಗಳಿಂದ, ಕಿಶೋರ ಸಂಸ್ಥೆಯ ಬಾಕಿ ಇತ್ಯಾದಿಗಳಿಂದ ಹಿನ್ನಡೆಯಾಗಿದೆ. ಮುಂದಿನ ದಿನಗಳಲ್ಲಿ ಈ ಬಗ್ಗೆ ಕ್ರಮ ಕೈಗೊಳ್ಳಲಾಗುವುದು. — [490, 227, 614, 278]
tantri-headline-2: ಪ್ರಾಪ್ತಿ: ಕೆಮ್ಮಿಂಜೆ ಕಾರ್ತಿಕ ತಂತ್ರಿ — [494, 840, 641, 858]
traffic-box-text: ರಾಜ್ಯದ ಪ್ರಥಮ ಷಟ್ಪಥ ಫ್ಲೈಓವರ್ ಆಗಿರುವ ಕಾಸರಗೋಡು ಫ್ಲೈ ಓವರ್‌ನಲ್ಲಿ ಈಗಾಗಲೇ ವಾಹನ ಸಂಚಾರಕ್ಕೆ ಅವಕಾಶ ನೀಡಲಾಗಿದೆ. ಕಾಮಗಾರಿ ಪೂರ್ಣಗೊಂಡ ಬಳಿಕ ತಲಪಾಡಿಯಿಂದ ಚೆಂಗಳಕ್ಕೆ 45 ನಿಮಿಷದಲ್ಲಿ ತಲುಪಬಹುದು. 1703 ಕೋಟಿ ರೂ. ವೆಚ್ಚದ ಯೋಜನೆ. — [596, 1252, 738, 1317]
info-bar: ಪುಟ ಸಂಖ್ಯೆ | website hosadigantha.com | E-paper epaper.hosadigantha.com | Email diganthamlr@gmail.com | Twitter HosadiganthaWeb ಮಂಗಳವಾರ 15, ಏಪ್ರಿಲ್ 2025 — [30, 100, 945, 120]
column-divider — [427, 820, 428, 1170]
article-body: ಸವಣೂರು: ಸವಣೂರು ಗ್ರಾ.ಪಂ.ನಲ್ಲಿ ಡಾ.ಬಿ.ಆರ್. ಅಂಬೇಡ್ಕರ್ ಅವರ ಜಯಂತಿ ಆಚರಿಸಲಾಯಿತು. ಗ್ರಾ.ಪಂ. ಅಧ್ಯಕ್ಷರು ಪುಷ್ಪಾರ್ಚನೆ ಮಾಡಿದರು. ಸದಸ್ಯರು, ಸಿಬ್ಬಂದಿ ಉಪಸ್ಥಿತರಿದ್ದರು. — [33, 564, 165, 625]
article-heading: ಇಂದು ವಿದ್ಯುತ್ ವ್ಯತ್ಯಯ — [33, 144, 128, 159]
top-body-col4: ಮಾಡಿದ ಪಂಚಾಯತ್‌ಗಳೇ ಇಲ್ಲ. ಕಿನ್ನಿ ಪಂ.ಶೇ.61 ಅಂಪಾರು ಪಂಚಾಯತ್ ಮೂಲಕ ಪಂಚಾಯತ್‌ಗಳು ಶೇ.90ಕ್ಕಿಂತ ಹೆಚ್ಚು 8 ಪಂಚಾಯತ್‌ಗಳು ಶೇ.80ಕ್ಕಿಂತ ಹೆಚ್ಚು ತೆರಿಗೆ ವಸೂಲಿ ಮಾಡಿವೆ. — [624, 355, 754, 411]
kalikadavu-head — [709, 822, 940, 858]
gaushala-head — [175, 822, 425, 862]
temple-photo — [308, 500, 553, 650]
stat-item: ಕುಂದಾಪುರದ 45 ಪಂಚಾಯತ್‌ಗಳಲ್ಲಿ 30 ಪಂಚಾಯತ್‌ಗಳಲ್ಲಿ ಶೇ.80 ಮೀರಿದ ಗುರಿ ಸಾಧನೆ — [624, 237, 754, 274]
website-link[interactable]: website hosadigantha.com — [90, 104, 225, 115]
article-heading: ಸವಣೂರು ಗ್ರಾ.ಪಂ.ನಲ್ಲಿ ಅಂಬೇಡ್ಕರ್ ಜಯಂತಿ — [33, 533, 127, 562]
brand-subtitle: ಹೊಸದಿಗಂತ — [103, 30, 152, 44]
